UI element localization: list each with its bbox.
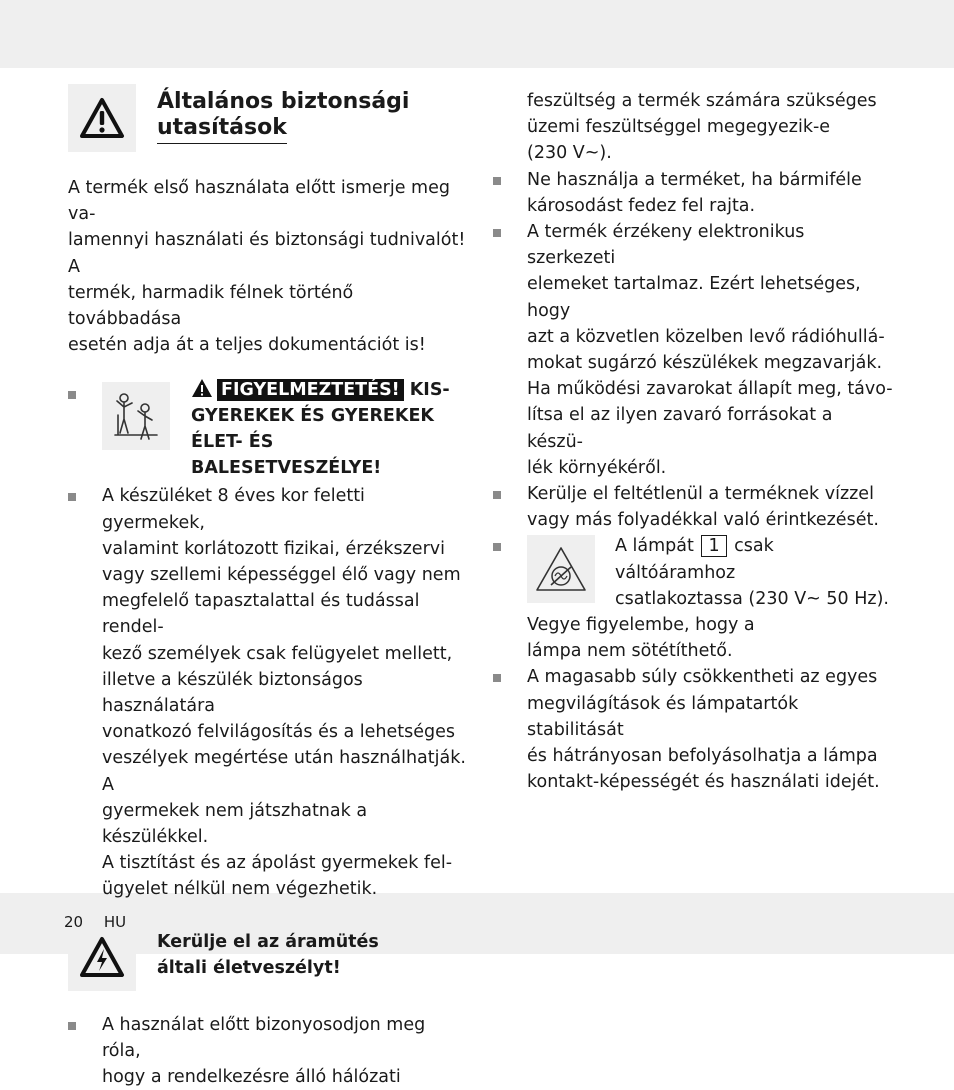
bullet-square [68, 493, 76, 501]
page-number: 20 [64, 913, 84, 931]
text-line: ügyelet nélkül nem végezhetik. [102, 879, 378, 900]
weight-bullet-item [493, 664, 893, 795]
text-line: Vegye figyelembe, hogy a [527, 615, 755, 636]
bullet-square [493, 543, 501, 551]
reference-number-box: 1 [701, 535, 726, 557]
electronics-bullet-item [493, 219, 893, 481]
shock-line-2: általi életveszélyt! [157, 957, 341, 978]
electric-shock-icon [68, 923, 136, 991]
text-line: megvilágítások és lámpatartók stabilitását [527, 693, 799, 740]
left-column [68, 84, 468, 1090]
warning-line-1: KIS- [409, 380, 450, 401]
shock-warning-text [157, 923, 379, 991]
shock-heading [68, 923, 468, 991]
warning-triangle-icon [191, 378, 213, 398]
text-line: megfelelő tapasztalattal és tudással rendel- [102, 591, 420, 638]
child-warning-item [68, 382, 468, 481]
text-line: vagy szellemi képességgel élő vagy nem [102, 565, 461, 586]
page-title [157, 84, 409, 144]
text-line: A magasabb súly csökkentheti az egyes [527, 667, 878, 688]
intro-line: esetén adja át a teljes dokumentációt is! [68, 335, 426, 356]
shock-line-1: Kerülje el az áramütés [157, 931, 379, 952]
text-line: A tisztítást és az ápolást gyermekek fel- [102, 853, 453, 874]
child-warning-text [191, 377, 468, 481]
text-line: Kerülje el feltétlenül a terméknek vízzel [527, 484, 874, 505]
text-line: lítsa el az ilyen zavaró forrásokat a készü- [527, 405, 833, 452]
section-heading [68, 84, 468, 152]
intro-line: termék, harmadik félnek történő továbbadása [68, 282, 354, 330]
lamp-bullet-item [493, 533, 893, 664]
text-line: gyermekek nem játszhatnak a készülékkel. [102, 800, 368, 848]
text-line: azt a közvetlen közelben levő rádióhullá- [527, 326, 885, 347]
bullet-square [493, 491, 501, 499]
text-line: kező személyek csak felügyelet mellett, [102, 643, 453, 664]
warning-triangle-icon [68, 84, 136, 152]
text-line: A készüléket 8 éves kor feletti gyermekek, [102, 486, 365, 533]
warning-label: FIGYELMEZTETÉS! [217, 379, 404, 401]
text-line: és hátrányosan befolyásolhatja a lámpa [527, 746, 878, 767]
text-line: Ha működési zavarokat állapít meg, távo- [527, 379, 893, 400]
intro-line: A termék első használata előtt ismerje meg va- [68, 178, 450, 225]
children-hazard-icon [102, 382, 170, 450]
child-bullet-item [68, 483, 468, 902]
text-line: A használat előtt bizonyosodjon meg róla, [102, 1014, 426, 1061]
intro-line: lamennyi használati és biztonsági tudnivalót! A [68, 230, 466, 277]
text-line: mokat sugárzó készülékek megzavarják. [527, 353, 883, 374]
text-line: vonatkozó felvilágosítás és a lehetséges [102, 722, 456, 743]
bullet-square [493, 674, 501, 682]
text-line: A termék érzékeny elektronikus szerkezeti [527, 222, 805, 269]
warning-line-3: ÉLET- ÉS BALESETVESZÉLYE! [191, 432, 382, 479]
bullet-square [68, 391, 76, 399]
lamp-text-pre: A lámpát [615, 536, 694, 557]
voltage-continuation [493, 88, 893, 167]
text-line: elemeket tartalmaz. Ezért lehetséges, hogy [527, 274, 861, 321]
no-dimmer-icon [527, 535, 595, 603]
text-line: üzemi feszültséggel megegyezik-e [527, 117, 831, 138]
intro-paragraph [68, 175, 468, 358]
text-line: feszültség a termék számára szükséges [527, 91, 877, 111]
damage-bullet-item [493, 167, 893, 219]
page-footer [64, 913, 142, 931]
warning-line-2: GYEREKEK ÉS GYEREKEK [191, 406, 434, 427]
title-line-1: Általános biztonsági [157, 89, 410, 114]
text-line: valamint korlátozott fizikai, érzékszervi [102, 538, 445, 559]
text-line: Ne használja a terméket, ha bármiféle [527, 169, 862, 190]
top-band [0, 0, 954, 68]
text-line: veszélyek megértése után használhatják. A [102, 748, 466, 795]
text-line: károsodást fedez fel rajta. [527, 195, 756, 216]
text-line: hogy a rendelkezésre álló hálózati [102, 1067, 401, 1088]
lamp-text-post: csak váltóáramhoz [615, 536, 774, 583]
bullet-square [493, 229, 501, 237]
voltage-bullet-item [68, 1012, 468, 1090]
language-code: HU [103, 913, 127, 931]
text-line: illetve a készülék biztonságos használatára [102, 669, 363, 717]
text-line: (230 V~). [527, 143, 612, 164]
bullet-square [68, 1022, 76, 1030]
title-line-2: utasítások [157, 115, 287, 144]
right-column [493, 88, 893, 795]
text-line: vagy más folyadékkal való érintkezését. [527, 510, 879, 531]
text-line: kontakt-képességét és használati idejét. [527, 772, 880, 793]
water-bullet-item [493, 481, 893, 533]
bullet-square [493, 177, 501, 185]
text-line: lék környékéről. [527, 457, 667, 478]
text-line: lámpa nem sötétíthető. [527, 641, 733, 662]
text-line: csatlakoztassa (230 V~ 50 Hz). [615, 588, 889, 609]
